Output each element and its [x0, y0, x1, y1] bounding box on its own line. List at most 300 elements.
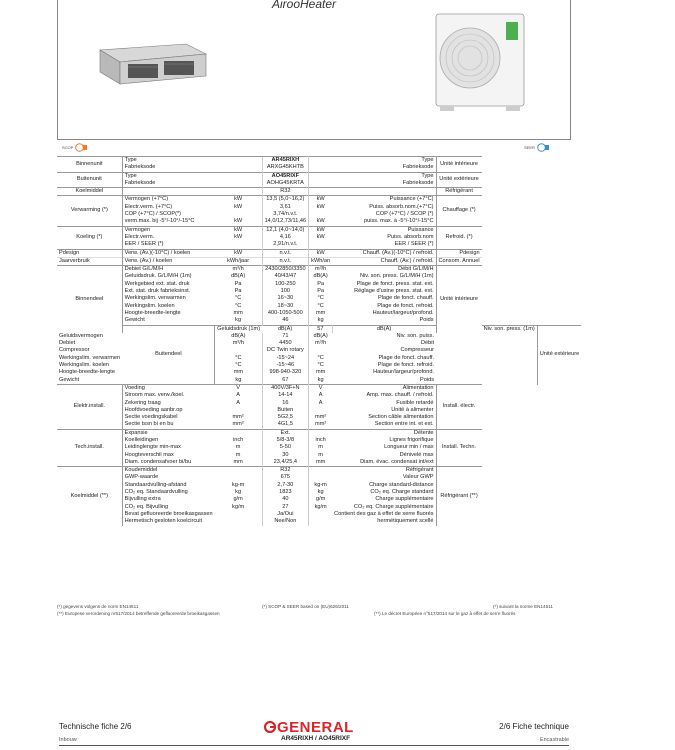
param-name-nl: Geluidsvermogen — [59, 332, 103, 339]
param-name-fr: Plage de fonct. refroid. — [377, 302, 434, 309]
unit-right: °C — [317, 354, 324, 361]
param-name-fr: Poids — [419, 317, 434, 324]
unit-right — [309, 241, 332, 249]
param-name-nl: Werkingslim. verwarmen — [124, 295, 186, 302]
param-name-fr: Charge standard-distance — [369, 481, 434, 488]
param-name-nl: Leidinglengte min-max — [124, 444, 181, 451]
unit-left — [215, 467, 262, 475]
param-name-fr: Plage de fonct. chauff. — [377, 295, 434, 302]
param-value: 675 — [262, 474, 309, 481]
param-name-fr: Réfrigérant — [332, 467, 436, 475]
unit-right: kg-m — [314, 481, 327, 488]
param-value: 40/43/47 — [262, 273, 309, 280]
param-value: -15~46 — [262, 362, 309, 369]
param-name-nl: Sectie voedingskabel — [124, 414, 178, 421]
param-value: 67 — [262, 377, 309, 384]
spec-row — [57, 452, 581, 459]
param-value: Nee/Non — [262, 518, 309, 525]
unit-right: kW — [316, 203, 325, 210]
param-name-nl: Type — [122, 172, 215, 180]
param-name-fr: Détente — [332, 429, 436, 437]
general-logo: GENERAL — [264, 719, 354, 736]
unit-right: A — [318, 399, 323, 406]
param-name-fr: Débit G/L/M/H — [332, 266, 436, 274]
unit-left: dB(A) — [230, 273, 246, 280]
group-label-nl: Verwarming (*) — [57, 196, 122, 226]
unit-left — [215, 211, 262, 218]
param-value: AO45RIXF — [262, 172, 309, 180]
unit-right — [309, 511, 332, 518]
param-name-fr: hermétiquement scellé — [377, 518, 434, 525]
param-name-nl: Hoogte-breedte-lengte — [59, 369, 115, 376]
unit-right: m³/h — [309, 266, 332, 274]
unit-left — [215, 172, 262, 180]
param-name-nl: Sectie tssn bi en bu — [124, 421, 174, 428]
group-label-fr: Unité intérieure — [436, 157, 482, 173]
unit-left — [215, 241, 262, 249]
param-name-nl: Hoofdvoeding aanbr.op — [124, 406, 183, 413]
param-name-fr: Hauteur/largeur/profond. — [373, 369, 435, 376]
spec-row — [57, 172, 581, 180]
footer-divider — [59, 745, 569, 746]
spec-row — [57, 310, 581, 317]
unit-left: °C — [235, 354, 242, 361]
param-name-fr: Valeur GWP — [402, 474, 434, 481]
unit-left: kg-m — [231, 481, 245, 488]
param-name-fr: Contient des gaz à effet de serre fluorés — [334, 510, 434, 517]
spec-row — [57, 266, 581, 274]
param-name-nl: Vermogen — [122, 226, 215, 234]
spec-row — [57, 437, 581, 444]
param-name-nl: Hoogte-breedte-lengte — [124, 309, 181, 316]
param-value: 57 — [309, 325, 332, 333]
unit-right — [309, 429, 332, 437]
unit-right: m³/h — [315, 340, 327, 347]
param-value: 2,91/n.v.t. — [262, 241, 309, 249]
spec-row — [57, 392, 581, 399]
spec-row — [57, 257, 581, 265]
spec-row — [57, 204, 581, 211]
unit-left — [215, 164, 262, 172]
param-name-nl: Geluidsdruk (1m) — [215, 325, 262, 333]
footer-sub-right: Encastrable — [539, 737, 569, 743]
unit-left: A — [236, 392, 240, 399]
param-name-nl: GWP-waarde — [124, 474, 159, 481]
unit-right — [309, 211, 332, 218]
unit-right — [309, 474, 332, 481]
unit-left: kW — [215, 249, 262, 257]
param-value: n.v.t. — [262, 257, 309, 265]
param-name-fr: Plage de fonct. press. stat. ext. — [356, 280, 434, 287]
param-name-fr: Plage de fonct. refroid. — [377, 362, 435, 369]
spec-row — [57, 467, 581, 475]
spec-table — [57, 156, 581, 526]
param-name-fr — [332, 188, 436, 196]
param-name-fr: Puiss. absorb.nom — [387, 233, 434, 240]
spec-row — [57, 218, 581, 226]
note-nl-1: (*) gegevens volgens de norm EN14511 — [57, 604, 139, 609]
spec-row — [57, 295, 581, 302]
param-name-nl: Geluidsdruk. G/L/M/H (1m) — [124, 273, 192, 280]
spec-row — [57, 518, 581, 525]
param-name-fr: Section entre int. et ext. — [374, 421, 434, 428]
param-name-nl: Diam. condensafvoer bi/bu — [124, 458, 192, 465]
param-name-fr: Fusible retardé — [396, 399, 434, 406]
spec-row — [57, 474, 581, 481]
unit-left — [215, 474, 262, 481]
spec-row — [57, 180, 581, 188]
unit-right: kWh/an — [309, 257, 332, 265]
unit-right: °C — [317, 302, 324, 309]
param-name-nl: Electr.verm. — [124, 233, 155, 240]
param-value: AOHG45KRTA — [262, 180, 309, 188]
param-value: 14,0/12,73/11,46 — [262, 218, 309, 226]
param-value: R32 — [262, 188, 309, 196]
param-value: Buiten — [262, 407, 309, 414]
unit-left: °C — [234, 302, 242, 309]
group-label-nl: Pdesign — [57, 249, 122, 257]
param-value: 998-940-320 — [262, 369, 309, 376]
param-name-fr: Longueur min / max — [384, 444, 434, 451]
param-name-fr: Fabrieksode — [402, 179, 434, 186]
spec-row — [57, 407, 581, 414]
param-value: 4G1,5 — [262, 421, 309, 429]
param-value: 3,61 — [262, 204, 309, 211]
param-value: 40 — [262, 496, 309, 503]
unit-right: mm — [315, 458, 326, 465]
unit-left: kg — [235, 489, 242, 496]
unit-left — [215, 518, 262, 525]
param-name-nl: Compressor — [59, 347, 90, 354]
unit-right — [309, 467, 332, 475]
param-name-nl: Ext. stat. druk fabrieksinst. — [124, 288, 191, 295]
param-name-fr: Réglage d'usine press. stat. ext. — [354, 288, 434, 295]
param-value: ARXG45KHTB — [262, 164, 309, 172]
note-fr-1: (*) suivant la norme EN14511 — [493, 604, 553, 609]
param-name-fr: Plage de fonct. chauff. — [378, 354, 435, 361]
unit-right: m — [318, 451, 323, 458]
param-name-nl: Stroom max. verw./koel. — [124, 392, 185, 399]
unit-left: Pa — [234, 288, 242, 295]
unit-left: kW — [215, 196, 262, 204]
param-value: 12,1 (4,0~14,0) — [262, 226, 309, 234]
param-value: 14-14 — [262, 392, 309, 399]
footer-left-title: Technische fiche 2/6 — [59, 722, 132, 731]
spec-row — [57, 496, 581, 503]
unit-left: °C — [234, 295, 242, 302]
param-value: 100 — [262, 288, 309, 295]
spec-row — [57, 421, 581, 429]
seer-label: SEER — [524, 143, 549, 152]
param-name-nl: Werkgebied ext. stat. druk — [124, 280, 190, 287]
param-value: 4,16 — [262, 234, 309, 241]
group-label-nl: Binnenunit — [57, 157, 122, 173]
unit-left: g/m — [233, 496, 243, 503]
param-name-fr: Poids — [420, 376, 435, 383]
unit-right — [309, 347, 332, 354]
param-value: AR45RIXH — [262, 157, 309, 165]
unit-right — [309, 407, 332, 414]
spec-row — [57, 303, 581, 310]
param-name-fr: COP (+7°C) / SCOP (*) — [375, 211, 434, 218]
param-value: 13,5 (5,0~16,2) — [262, 196, 309, 204]
spec-row — [57, 234, 581, 241]
unit-right: kW — [309, 196, 332, 204]
unit-left: kW — [234, 203, 243, 210]
group-label-fr: Unité extérieure — [537, 325, 581, 384]
spec-row — [57, 459, 581, 466]
param-name-fr: CO₂ eq. Charge standard — [370, 489, 434, 496]
param-name-nl: Koudemiddel — [122, 467, 215, 475]
param-name-nl — [122, 188, 215, 196]
spec-row — [57, 325, 581, 333]
param-value: DC Twin rotary — [262, 347, 309, 354]
spec-row — [57, 444, 581, 451]
unit-right: kW — [316, 218, 325, 225]
unit-left: m — [235, 444, 241, 451]
param-value: 1823 — [262, 489, 309, 496]
group-label-nl: Buitendeel — [122, 325, 215, 384]
group-label-nl: Koelmiddel (**) — [57, 467, 122, 526]
unit-left: kg/m — [232, 503, 245, 510]
indoor-unit-image — [90, 38, 208, 88]
group-label-fr: Réfrigérant (**) — [436, 467, 482, 526]
spec-row — [57, 196, 581, 204]
footer-right-title: 2/6 Fiche technique — [499, 722, 569, 731]
param-name-nl: Verw. (Av.)(-10°C) / koelen — [122, 249, 215, 257]
spec-row — [57, 211, 581, 218]
group-label-nl: Elektr.install. — [57, 384, 122, 429]
param-name-fr: Lignes frigorifique — [389, 436, 434, 443]
spec-row — [57, 288, 581, 295]
param-name-nl: Type — [122, 157, 215, 165]
unit-right: dB(A) — [332, 325, 436, 333]
unit-right: Pa — [317, 288, 325, 295]
spec-row — [57, 249, 581, 257]
param-name-fr: Puiss. absorb.nom.(+7°C) — [369, 203, 434, 210]
group-label-fr: Chauffage (*) — [436, 196, 482, 226]
unit-right: A — [318, 392, 323, 399]
param-value: 3,74/n.v.t. — [262, 211, 309, 218]
unit-left — [215, 511, 262, 518]
spec-row — [57, 511, 581, 518]
group-label-nl: Binnendeel — [57, 266, 122, 333]
unit-right: kW — [309, 249, 332, 257]
param-name-fr: EER / SEER (*) — [394, 241, 434, 248]
param-name-nl: Electr.verm. (+7°C) — [124, 203, 173, 210]
group-label-fr: Réfrigérant — [436, 188, 482, 196]
param-name-fr: Alimentation — [332, 384, 436, 392]
param-name-nl: Debiet — [59, 340, 76, 347]
param-name-nl: Expansie — [122, 429, 215, 437]
param-name-fr: CO₂ eq. Charge supplémentaire — [353, 503, 434, 510]
spec-row — [57, 384, 581, 392]
page-footer — [59, 720, 569, 750]
unit-right: mm² — [315, 421, 327, 428]
unit-right — [309, 188, 332, 196]
unit-right: g/m — [315, 496, 326, 503]
group-label-fr: Unité extérieure — [436, 172, 482, 188]
spec-row — [57, 400, 581, 407]
spec-row — [57, 273, 581, 280]
unit-left: m³/h — [215, 266, 262, 274]
unit-right: kg — [317, 317, 324, 324]
param-value: 5-50 — [262, 444, 309, 451]
param-name-fr: Unité à alimenter — [391, 406, 434, 413]
spec-row — [57, 157, 581, 165]
param-name-fr: Amp. max. chauff. / refroid. — [366, 392, 434, 399]
param-name-nl: Koelleidingen — [124, 436, 159, 443]
param-name-nl: Werkingslim. koelen — [59, 362, 109, 369]
param-name-nl: Werkingslim. koelen — [124, 302, 175, 309]
note-en: (*) SCOP & SEER based on (EU)626/2011 — [262, 604, 349, 609]
param-name-fr: Section câble alimentation — [368, 414, 434, 421]
spec-row — [57, 504, 581, 511]
param-name-fr: Charge supplémentaire — [375, 496, 434, 503]
spec-row — [57, 188, 581, 196]
group-label-fr: Consom. Annuel — [436, 257, 482, 265]
unit-left: m³/h — [232, 340, 244, 347]
param-value: 2430/2850/3350 — [262, 266, 309, 274]
spec-row — [57, 241, 581, 249]
group-label-nl: Buitenunit — [57, 172, 122, 188]
param-name-nl: Debiet G/L/M/H — [122, 266, 215, 274]
unit-left: kg — [235, 317, 242, 324]
unit-left — [215, 180, 262, 188]
param-name-fr: Type — [332, 172, 436, 180]
unit-left: mm — [233, 458, 243, 465]
param-name-nl: Fabrieksode — [124, 164, 156, 171]
note-nl-2: (**) Europese verordening nr517/2014 betreffende gefluoreerde broeikasgassen — [57, 611, 220, 616]
param-name-nl: Verw. (Av.) / koelen — [122, 257, 215, 265]
param-name-nl: Bevat gefluoreerde broeikasgassen — [124, 510, 213, 517]
param-value: 2,7-30 — [262, 482, 309, 489]
param-name-fr: Compresseur — [400, 347, 435, 354]
unit-left — [215, 347, 262, 354]
unit-left: kWh/jaar — [215, 257, 262, 265]
unit-left — [215, 407, 262, 414]
param-name-fr: Type — [332, 157, 436, 165]
param-name-nl: Gewicht — [59, 376, 80, 383]
param-name-nl: Zekering traag — [124, 399, 161, 406]
spec-row — [57, 281, 581, 288]
spec-row — [57, 489, 581, 496]
group-label-fr: Install. Techn. — [436, 429, 482, 466]
unit-right: mm — [315, 309, 326, 316]
unit-right: kg — [317, 489, 324, 496]
param-value: 100-250 — [262, 281, 309, 288]
param-name-nl: EER / SEER (*) — [124, 241, 164, 248]
unit-left: mm² — [232, 414, 244, 421]
param-name-nl: Standaardvulling-afstand — [124, 481, 187, 488]
param-name-fr: Débit — [420, 340, 435, 347]
param-name-fr: Niv. son. press. (1m) — [482, 325, 538, 333]
group-label-nl: Koelmiddel — [57, 188, 122, 196]
spec-row — [57, 226, 581, 234]
unit-left — [215, 188, 262, 196]
unit-left — [215, 157, 262, 165]
unit-right: V — [309, 384, 332, 392]
spec-row — [57, 429, 581, 437]
param-value: -15~24 — [262, 355, 309, 362]
unit-right: dB(A) — [313, 273, 328, 280]
unit-right: mm — [315, 369, 326, 376]
unit-right: kg/m — [314, 503, 327, 510]
param-value: 46 — [262, 317, 309, 325]
unit-right: dB(A) — [313, 332, 328, 339]
param-name-fr: Chauff. (Av.)(-10°C) / refroid. — [332, 249, 436, 257]
param-value: 400V/3F+N — [262, 384, 309, 392]
unit-right: inch — [315, 436, 326, 443]
unit-left: dB(A) — [262, 325, 309, 333]
unit-right: mm² — [315, 414, 327, 421]
unit-left: mm² — [232, 421, 244, 428]
param-name-nl: Fabrieksode — [124, 179, 156, 186]
footer-sub-left: Inbouw — [59, 737, 77, 743]
param-name-fr: Niv. son. puiss. — [396, 332, 435, 339]
param-value: 16~30 — [262, 295, 309, 302]
note-fr-2: (**) Le décret Européen n°517/2014 sur le gaz à effet de serre fluorés — [374, 611, 516, 616]
unit-right — [309, 164, 332, 172]
unit-right: kg — [317, 376, 324, 383]
group-label-nl: Jaarverbruik — [57, 257, 122, 265]
param-value: 71 — [262, 333, 309, 340]
general-logo-icon — [264, 721, 277, 733]
group-label-nl: Tech.install. — [57, 429, 122, 466]
spec-row — [57, 164, 581, 172]
unit-right: kW — [309, 226, 332, 234]
unit-right — [309, 157, 332, 165]
spec-row — [57, 414, 581, 421]
unit-left: kW — [234, 218, 243, 225]
param-value: 30 — [262, 452, 309, 459]
spec-row — [57, 482, 581, 489]
unit-left: mm — [233, 309, 243, 316]
scop-label: SCOP — [62, 143, 87, 152]
group-label-nl: Koeling (*) — [57, 226, 122, 249]
param-name-nl: Werkingslim. verwarmen — [59, 354, 121, 361]
unit-left: A — [236, 399, 240, 406]
param-value: R32 — [262, 467, 309, 475]
param-name-nl: CO₂ eq. Standaardvulling — [124, 489, 188, 496]
unit-left: kW — [215, 226, 262, 234]
unit-left: kW — [234, 233, 243, 240]
unit-right: °C — [317, 362, 324, 369]
param-name-fr: Hauteur/largeur/profond. — [372, 309, 434, 316]
unit-right — [309, 172, 332, 180]
param-value: Ja/Oui — [262, 511, 309, 518]
spec-row — [57, 317, 581, 325]
energy-label-icon — [75, 143, 87, 152]
group-label-fr: Install. électr. — [436, 384, 482, 429]
group-label-fr: Refroid. (*) — [436, 226, 482, 249]
param-name-nl: COP (+7°C) / SCOP(*) — [124, 211, 182, 218]
param-name-nl: CO₂ eq. Bijvulling — [124, 503, 169, 510]
param-value: 4450 — [262, 340, 309, 347]
param-name-fr: Niv. son. press. G/L/M/H (1m) — [359, 273, 434, 280]
param-value: 18~30 — [262, 303, 309, 310]
param-value: n.v.t. — [262, 249, 309, 257]
param-name-nl: Bijvulling extra — [124, 496, 161, 503]
unit-left: mm — [233, 369, 244, 376]
product-brand-title: AirooHeater — [272, 0, 337, 11]
param-value: 5/8-3/8 — [262, 437, 309, 444]
unit-left — [215, 429, 262, 437]
outdoor-unit-image — [430, 8, 530, 113]
param-value: Ext. — [262, 429, 309, 437]
param-name-fr: Chauff. (Av.) / refroid. — [332, 257, 436, 265]
unit-left: inch — [232, 436, 244, 443]
